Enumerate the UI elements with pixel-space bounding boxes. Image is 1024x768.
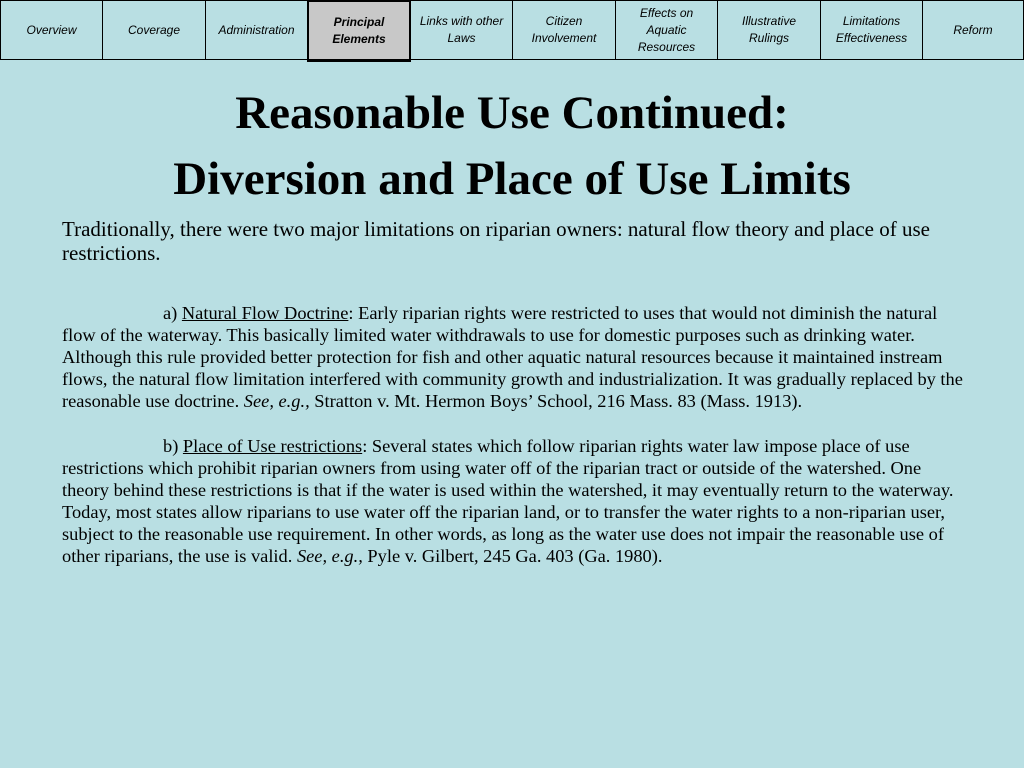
tab-coverage[interactable] (102, 0, 206, 60)
slide-title-line-2: Diversion and Place of Use Limits (173, 153, 851, 205)
slide-title-line-1: Reasonable Use Continued: (235, 87, 789, 139)
place-of-use-body: : Several states which follow riparian rights water law impose place of use restrictions which prohibit riparian owners from using water off of the riparian tract or outside of the watershed. One theory behind these restrictions is that if the water is used within the watershed, it may eventually return to the waterway. Today, most states allow riparians to use water off the riparian land, or to transfer the water rights to a non-riparian user, subject to the reasonable use requirement. In other words, as long as the water use does not impair the reasonable use of other riparians, the use is valid. (62, 436, 954, 566)
natural-flow-paragraph (62, 302, 972, 412)
place-of-use-citation: Pyle v. Gilbert, 245 Ga. 403 (Ga. 1980). (362, 546, 663, 566)
natural-flow-term: Natural Flow Doctrine (181, 303, 349, 323)
place-of-use-term: Place of Use restrictions (182, 436, 363, 456)
tab-principal-elements-label: Principal Elements (332, 14, 386, 46)
natural-flow-signal: See, e.g., (243, 391, 310, 411)
tab-links-with-other-laws-label: Links with other Laws (419, 14, 504, 45)
tab-coverage-label: Coverage (127, 22, 181, 37)
tab-effects-on-aquatic-resources[interactable] (615, 0, 718, 60)
tab-citizen-involvement[interactable] (512, 0, 616, 60)
tab-links-with-other-laws[interactable] (410, 0, 513, 60)
tab-limitations-effectiveness-label: Limitations Effectiveness (835, 14, 908, 45)
slide-body (62, 217, 972, 567)
place-of-use-paragraph (62, 435, 972, 567)
natural-flow-prefix: a) (163, 303, 182, 323)
tab-illustrative-rulings-label: Illustrative Rulings (741, 14, 797, 45)
place-of-use-signal: See, e.g., (296, 546, 363, 566)
slide-title (0, 80, 1024, 212)
tab-limitations-effectiveness[interactable] (820, 0, 923, 60)
top-navigation-bar (0, 0, 1024, 61)
place-of-use-prefix: b) (163, 436, 183, 456)
tab-reform[interactable] (922, 0, 1024, 60)
tab-administration[interactable] (205, 0, 308, 60)
intro-paragraph: Traditionally, there were two major limitations on riparian owners: natural flow theory and place of use restrictions. (62, 217, 930, 265)
tab-citizen-involvement-label: Citizen Involvement (531, 14, 597, 45)
tab-reform-label: Reform (953, 22, 993, 37)
tab-overview-label: Overview (26, 22, 77, 37)
tab-principal-elements[interactable] (307, 0, 411, 62)
tab-illustrative-rulings[interactable] (717, 0, 821, 60)
tab-effects-on-aquatic-resources-label: Effects on Aquatic Resources (637, 5, 696, 54)
natural-flow-body: : Early riparian rights were restricted to uses that would not diminish the natural flow of the waterway. This basically limited water withdrawals to use for domestic purposes such as drinking water. Although this rule provided better protection for fish and other aquatic natural resources because it maintained instream flows, the natural flow limitation interfered with community growth and industrialization. It was gradually replaced by the reasonable use doctrine. (62, 303, 963, 411)
natural-flow-citation: Stratton v. Mt. Hermon Boys’ School, 216 Mass. 83 (Mass. 1913). (309, 391, 803, 411)
tab-administration-label: Administration (218, 22, 295, 37)
tab-overview[interactable] (0, 0, 103, 60)
